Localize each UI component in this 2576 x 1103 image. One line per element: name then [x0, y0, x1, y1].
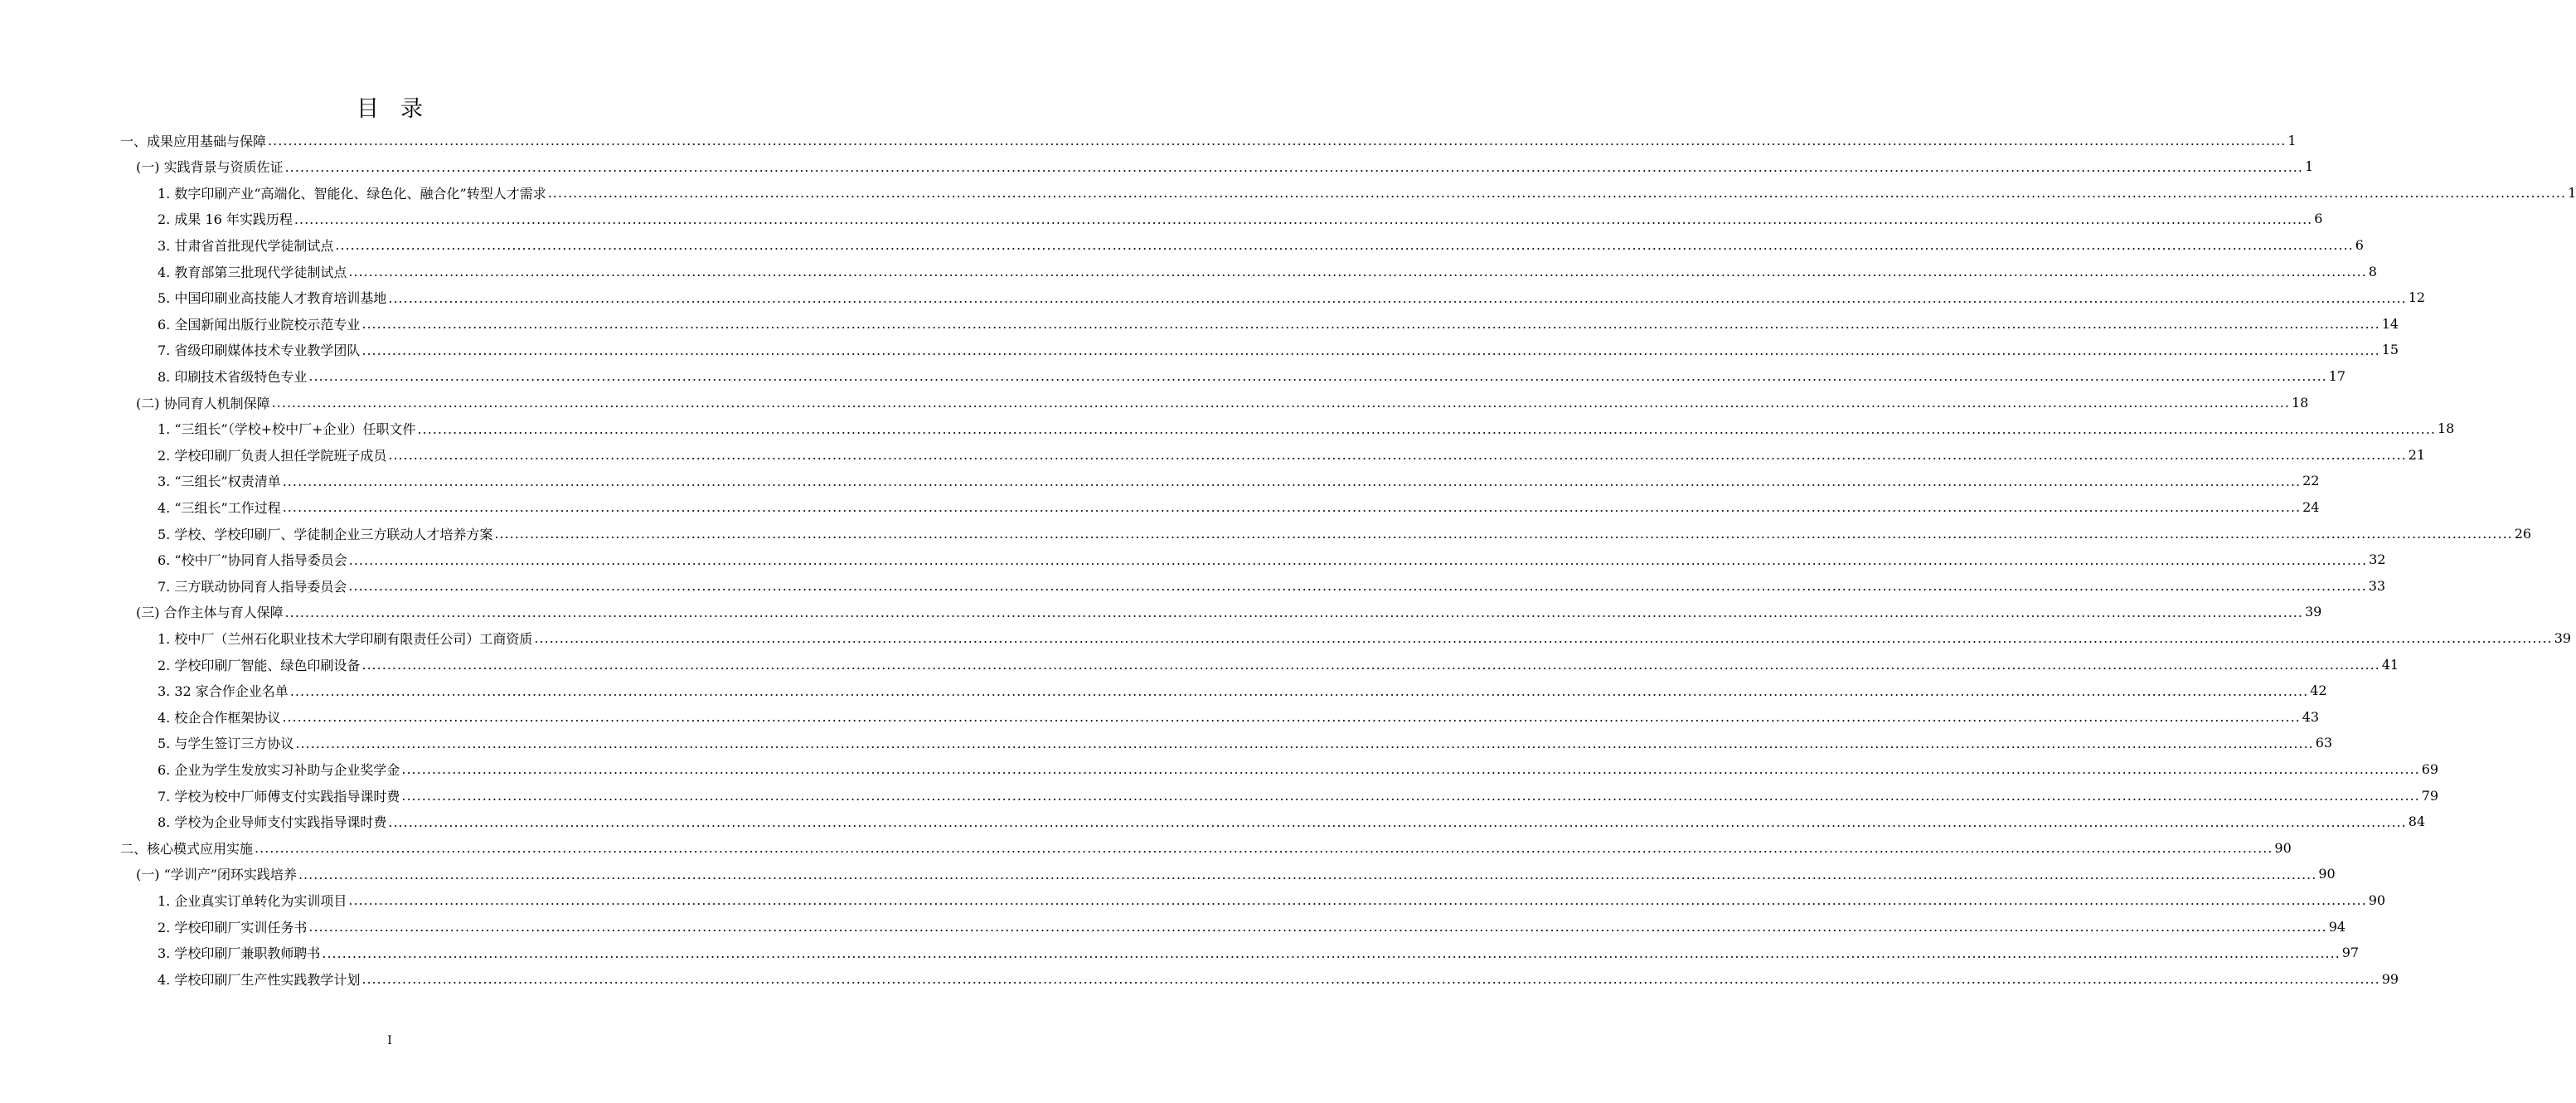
dot-leader: ................................................................................................................................................................................................................................................................................................................................................................................................................ [282, 473, 2302, 489]
dot-leader: ................................................................................................................................................................................................................................................................................................................................................................................................................ [348, 578, 2367, 595]
dot-leader: ................................................................................................................................................................................................................................................................................................................................................................................................................ [417, 420, 2436, 437]
toc-entry-page: 17 [2328, 367, 2346, 384]
toc-entry-page: 90 [2318, 866, 2336, 882]
dot-leader: ................................................................................................................................................................................................................................................................................................................................................................................................................ [295, 735, 2314, 751]
dot-leader: ................................................................................................................................................................................................................................................................................................................................................................................................................ [534, 630, 2553, 647]
dot-leader: ................................................................................................................................................................................................................................................................................................................................................................................................................ [255, 840, 2273, 857]
toc-entry[interactable] [158, 678, 2327, 704]
dot-leader: ................................................................................................................................................................................................................................................................................................................................................................................................................ [322, 945, 2341, 961]
toc-entry-page: 1 [2304, 158, 2314, 175]
toc-entry-label: 5. 与学生签订三方协议 [158, 736, 294, 752]
toc-entry[interactable] [158, 258, 2377, 284]
toc-entry-page: 39 [2304, 604, 2322, 620]
toc-entry[interactable] [158, 493, 2320, 520]
toc-entry[interactable] [158, 337, 2399, 363]
toc-entry-page: 41 [2381, 656, 2399, 673]
dot-leader: ................................................................................................................................................................................................................................................................................................................................................................................................................ [361, 971, 2380, 988]
toc-entry-page: 84 [2408, 814, 2426, 830]
toc-entry-label: 4. 学校印刷厂生产性实践教学计划 [158, 971, 361, 988]
toc-entry-page: 97 [2341, 945, 2360, 961]
toc-entry-label: 4. 教育部第三批现代学徒制试点 [158, 264, 347, 280]
toc-entry[interactable] [158, 231, 2364, 258]
toc-entry-page: 18 [2437, 420, 2455, 437]
toc-entry[interactable] [158, 441, 2426, 468]
toc-entry[interactable] [158, 703, 2320, 730]
toc-entry[interactable] [158, 756, 2439, 782]
toc-entry-label: 2. 学校印刷厂实训任务书 [158, 919, 308, 935]
toc-entry[interactable] [136, 861, 2336, 887]
toc-entry[interactable] [158, 809, 2426, 835]
dot-leader: ................................................................................................................................................................................................................................................................................................................................................................................................................ [388, 447, 2407, 464]
toc-entry-label: 3. 甘肃省首批现代学徒制试点 [158, 237, 334, 254]
toc-entry-label: 二、核心模式应用实施 [120, 840, 254, 857]
toc-entry[interactable] [158, 206, 2323, 232]
dot-leader: ................................................................................................................................................................................................................................................................................................................................................................................................................ [401, 761, 2420, 778]
toc-entry-label: 3. 学校印刷厂兼职教师聘书 [158, 945, 321, 962]
dot-leader: ................................................................................................................................................................................................................................................................................................................................................................................................................ [289, 683, 2309, 699]
dot-leader: ................................................................................................................................................................................................................................................................................................................................................................................................................ [282, 499, 2302, 516]
toc-entry[interactable] [158, 572, 2386, 599]
toc-entry-page: 90 [2274, 839, 2292, 856]
toc-entry-label: 1. 数字印刷产业“高端化、智能化、绿色化、融合化”转型人才需求 [158, 185, 546, 202]
toc-entry-label: (一) “学训产”闭环实践培养 [136, 867, 297, 883]
page-number: I [387, 1034, 392, 1047]
toc-entry-page: 32 [2369, 552, 2386, 568]
toc-entry-label: 6. 企业为学生发放实习补助与企业奖学金 [158, 761, 400, 778]
toc-entry-page: 99 [2381, 970, 2399, 987]
toc-entry-label: (二) 协同育人机制保障 [136, 395, 270, 411]
toc-entry-label: (三) 合作主体与育人保障 [136, 605, 284, 621]
toc-entry-label: 1. 校中厂（兰州石化职业技术大学印刷有限责任公司）工商资质 [158, 630, 533, 647]
toc-entry-page: 24 [2302, 498, 2320, 515]
toc-entry-page: 26 [2514, 525, 2532, 542]
toc-entry-page: 6 [2355, 236, 2364, 253]
dot-leader: ................................................................................................................................................................................................................................................................................................................................................................................................................ [293, 211, 2313, 227]
dot-leader: ................................................................................................................................................................................................................................................................................................................................................................................................................ [388, 814, 2407, 830]
toc-entry[interactable] [136, 153, 2314, 180]
toc-entry-label: 2. 成果 16 年实践历程 [158, 211, 293, 228]
toc-entry-label: 7. 三方联动协同育人指导委员会 [158, 578, 347, 595]
toc-entry-page: 69 [2421, 760, 2439, 777]
toc-entry[interactable] [158, 362, 2346, 389]
toc-entry-page: 42 [2310, 683, 2327, 699]
toc-entry[interactable] [158, 310, 2399, 337]
toc-entry-page: 33 [2368, 577, 2386, 594]
dot-leader: ................................................................................................................................................................................................................................................................................................................................................................................................................ [268, 133, 2287, 148]
dot-leader: ................................................................................................................................................................................................................................................................................................................................................................................................................ [284, 158, 2303, 175]
dot-leader: ................................................................................................................................................................................................................................................................................................................................................................................................................ [284, 604, 2303, 620]
toc-entry-label: 3. 32 家合作企业名单 [158, 683, 289, 700]
toc-entry-label: (一) 实践背景与资质佐证 [136, 159, 284, 176]
toc-entry-page: 90 [2368, 892, 2386, 908]
dot-leader: ................................................................................................................................................................................................................................................................................................................................................................................................................ [348, 552, 2368, 568]
toc-entry-page: 14 [2381, 315, 2399, 332]
dot-leader: ................................................................................................................................................................................................................................................................................................................................................................................................................ [348, 264, 2367, 279]
toc-entry-label: 4. “三组长”工作过程 [158, 499, 281, 516]
toc-entry-page: 1 [2287, 132, 2297, 148]
toc-entry-label: 2. 学校印刷厂智能、绿色印刷设备 [158, 657, 361, 673]
toc-entry[interactable] [158, 284, 2426, 311]
toc-entry-page: 8 [2368, 263, 2377, 279]
toc-entry-page: 1 [2568, 184, 2576, 201]
toc-entry[interactable] [120, 127, 2297, 153]
toc-entry-label: 7. 省级印刷媒体技术专业教学团队 [158, 343, 361, 359]
toc-entry-label: 7. 学校为校中厂师傅支付实践指导课时费 [158, 788, 400, 804]
toc-entry-page: 12 [2408, 289, 2426, 306]
dot-leader: ................................................................................................................................................................................................................................................................................................................................................................................................................ [282, 709, 2301, 726]
toc-entry-label: 5. 学校、学校印刷厂、学徒制企业三方联动人才培养方案 [158, 526, 493, 542]
toc-entry[interactable] [158, 520, 2532, 547]
toc-entry-page: 43 [2302, 708, 2320, 725]
dot-leader: ................................................................................................................................................................................................................................................................................................................................................................................................................ [335, 237, 2354, 254]
toc-entry[interactable] [158, 468, 2320, 494]
toc-entry[interactable] [120, 834, 2292, 861]
toc-entry[interactable] [158, 415, 2455, 442]
toc-entry[interactable] [158, 651, 2399, 678]
toc-entry[interactable] [158, 624, 2572, 651]
dot-leader: ................................................................................................................................................................................................................................................................................................................................................................................................................ [308, 368, 2327, 385]
toc-entry[interactable] [136, 389, 2309, 415]
toc-entry-label: 5. 中国印刷业高技能人才教育培训基地 [158, 290, 387, 307]
toc-entry-page: 39 [2554, 629, 2572, 646]
dot-leader: ................................................................................................................................................................................................................................................................................................................................................................................................................ [361, 657, 2380, 673]
toc-entry-page: 21 [2408, 446, 2426, 463]
toc-entry-page: 79 [2421, 787, 2439, 804]
dot-leader: ................................................................................................................................................................................................................................................................................................................................................................................................................ [401, 788, 2420, 804]
toc-entry-label: 1. “三组长”（学校+校中厂+企业）任职文件 [158, 421, 416, 438]
toc-entry[interactable] [158, 965, 2399, 992]
dot-leader: ................................................................................................................................................................................................................................................................................................................................................................................................................ [271, 395, 2290, 411]
toc-entry[interactable] [158, 940, 2360, 966]
toc-entry[interactable] [158, 887, 2386, 913]
toc-entry[interactable] [136, 599, 2322, 625]
dot-leader: ................................................................................................................................................................................................................................................................................................................................................................................................................ [308, 919, 2327, 935]
toc-entry-label: 4. 校企合作框架协议 [158, 709, 281, 726]
toc-entry-label: 3. “三组长”权责清单 [158, 474, 281, 490]
dot-leader: ................................................................................................................................................................................................................................................................................................................................................................................................................ [388, 289, 2407, 306]
dot-leader: ................................................................................................................................................................................................................................................................................................................................................................................................................ [361, 316, 2380, 333]
toc-entry[interactable] [158, 730, 2333, 756]
dot-leader: ................................................................................................................................................................................................................................................................................................................................................................................................................ [361, 342, 2380, 358]
toc-entry-page: 6 [2314, 211, 2323, 227]
dot-leader: ................................................................................................................................................................................................................................................................................................................................................................................................................ [298, 866, 2317, 882]
toc-entry-label: 8. 印刷技术省级特色专业 [158, 368, 308, 385]
dot-leader: ................................................................................................................................................................................................................................................................................................................................................................................................................ [494, 526, 2513, 542]
toc-entry-label: 一、成果应用基础与保障 [120, 133, 267, 149]
toc-entry-page: 94 [2328, 918, 2346, 935]
page-title: 目录 [357, 96, 444, 122]
dot-leader: ................................................................................................................................................................................................................................................................................................................................................................................................................ [547, 185, 2567, 202]
toc-entry-page: 15 [2381, 342, 2399, 358]
toc-entry-label: 6. 全国新闻出版行业院校示范专业 [158, 316, 361, 333]
toc-entry-label: 6. “校中厂”协同育人指导委员会 [158, 552, 347, 569]
toc-entry-label: 1. 企业真实订单转化为实训项目 [158, 892, 347, 909]
toc-entry[interactable] [158, 547, 2386, 573]
toc-entry-page: 63 [2315, 735, 2333, 751]
toc-entry[interactable] [158, 913, 2346, 940]
toc-entry[interactable] [158, 782, 2439, 809]
toc-entry[interactable] [158, 179, 2576, 206]
dot-leader: ................................................................................................................................................................................................................................................................................................................................................................................................................ [348, 892, 2367, 909]
toc-entry-label: 2. 学校印刷厂负责人担任学院班子成员 [158, 447, 387, 464]
toc-entry-page: 18 [2291, 394, 2309, 411]
toc-entry-label: 8. 学校为企业导师支付实践指导课时费 [158, 814, 387, 831]
toc-entry-page: 22 [2302, 473, 2320, 489]
